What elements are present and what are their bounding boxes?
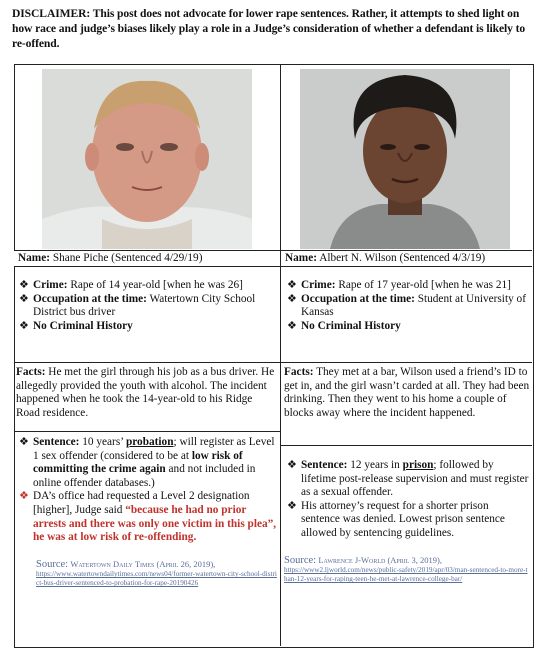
column-divider: [280, 64, 281, 646]
diamond-bullet-icon: ❖: [287, 319, 297, 332]
source-link[interactable]: https://www2.ljworld.com/news/public-safety/2019/apr/03/man-sentenced-to-more-than-12-years-for-raping-teen-he-met-at-lawrence-college-bar/: [284, 566, 528, 584]
list-item: [284, 320, 530, 334]
list-item: [284, 293, 530, 320]
name-row-left: [14, 250, 280, 267]
bullet-text: Rape of 14 year-old [when he was 26]: [67, 279, 243, 291]
bullet-label: No Criminal History: [301, 319, 401, 332]
section-divider: [14, 362, 532, 363]
source-label: Source:: [284, 554, 317, 566]
source-link[interactable]: https://www.watertowndailytimes.com/news04/former-watertown-city-school-district-bus-driver-sentenced-to-probation-for-rape-20190426: [36, 570, 277, 588]
summary-right: [284, 279, 530, 333]
sentence-left: [16, 436, 278, 588]
list-item: [284, 279, 530, 293]
source-label: Source:: [36, 558, 69, 570]
diamond-bullet-icon: ❖: [19, 292, 29, 305]
name-label: Name:: [285, 252, 317, 264]
facts-text: He met the girl through his job as a bus driver. He allegedly provided the youth with alcohol. The incident happened when he took the 14-year-old to his Ridge Road residence.: [16, 366, 275, 419]
diamond-bullet-icon: ❖: [287, 292, 297, 305]
facts-label: Facts:: [284, 366, 314, 378]
da-text: DA’s office had requested a Level 2 designation [higher], Judge said: [33, 490, 250, 516]
name-value: Albert N. Wilson (Sentenced 4/3/19): [317, 252, 486, 264]
diamond-bullet-icon: ❖: [287, 279, 297, 291]
sentence-underlined: probation: [125, 436, 174, 448]
list-item: [16, 490, 278, 544]
diamond-bullet-icon: ❖: [19, 436, 29, 448]
bullet-text: Student at University of Kansas: [301, 292, 526, 319]
facts-left: [16, 366, 278, 420]
facts-text: They met at a bar, Wilson used a friend’s ID to get in, and the girl wasn’t carded at all. They had been drinking. Then they went to his home a couple of blocks away where the incident happened.: [284, 366, 530, 419]
diamond-bullet-icon: ❖: [287, 499, 297, 512]
summary-left: [16, 279, 278, 333]
facts-label: Facts:: [16, 366, 46, 378]
section-divider: [281, 445, 532, 446]
bullet-label: No Criminal History: [33, 319, 133, 332]
sentence-text: and not included in online offender databases.): [33, 463, 256, 489]
diamond-bullet-icon: ❖: [19, 279, 29, 291]
name-row-right: [281, 250, 532, 267]
diamond-bullet-icon: ❖: [287, 459, 297, 471]
name-value: Shane Piche (Sentenced 4/29/19): [50, 252, 203, 264]
bullet-label: Crime:: [33, 279, 68, 291]
sentence-text: ; followed by lifetime post-release supervision and must register as a sexual offender.: [301, 459, 529, 499]
sentence-text: 10 years’: [79, 436, 126, 448]
name-label: Name:: [18, 252, 50, 264]
list-item: [16, 436, 278, 490]
photo-albert-wilson: [300, 69, 510, 249]
facts-right: [284, 366, 530, 420]
bullet-label: Occupation at the time:: [301, 292, 415, 305]
diamond-bullet-icon: ❖: [19, 319, 29, 332]
bullet-label: Crime:: [301, 279, 336, 291]
sentence-underlined: prison: [402, 459, 434, 471]
sentence-text: 12 years in: [347, 459, 403, 471]
source-left: [16, 559, 278, 589]
sentence-text: ; will register as Level 1 sex offender (considered to be at: [33, 436, 275, 462]
list-item: [16, 320, 278, 334]
sentence-bold: low risk of committing the crime again: [33, 449, 243, 476]
da-quote: “because he had no prior arrests and there was only one victim in this plea”, he was at low risk of re-offending.: [33, 503, 277, 544]
bullet-label: Occupation at the time:: [33, 292, 147, 305]
bullet-text: Rape of 17 year-old [when he was 21]: [335, 279, 511, 291]
sentence-label: Sentence:: [33, 436, 80, 448]
section-divider: [14, 431, 280, 432]
list-item: [16, 279, 278, 293]
list-item: [16, 293, 278, 320]
disclaimer-text: DISCLAIMER: This post does not advocate for lower rape sentences. Rather, it attempts to shed light on how race and judge’s biases likely play a role in a Judge’s consideration of whether a defendant is likely to re-offend.: [12, 7, 526, 50]
source-name: Lawrence J-World (April 3, 2019),: [318, 554, 442, 565]
attorney-text: His attorney’s request for a shorter prison sentence was denied. Lowest prison sentence allowed by sentencing guidelines.: [301, 499, 505, 539]
sentence-right: [284, 459, 530, 584]
source-name: Watertown Daily Times (April 26, 2019),: [70, 558, 216, 569]
source-right: [284, 555, 530, 585]
diamond-bullet-icon: ❖: [19, 490, 29, 503]
list-item: [284, 500, 530, 541]
list-item: [284, 459, 530, 500]
sentence-label: Sentence:: [301, 459, 348, 471]
photo-shane-piche: [42, 69, 252, 249]
bullet-text: Watertown City School District bus driver: [33, 292, 256, 319]
